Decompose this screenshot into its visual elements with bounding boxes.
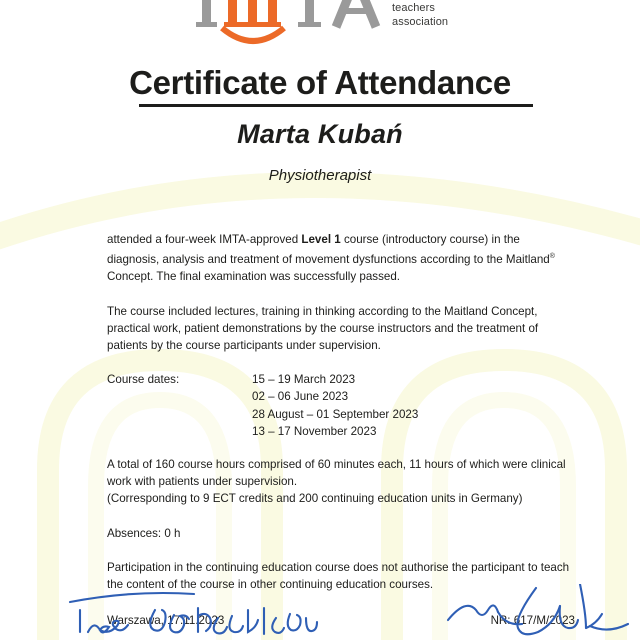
course-dates-label: Course dates: <box>107 373 180 387</box>
course-date-item: 28 August – 01 September 2023 <box>252 407 419 421</box>
course-dates-section <box>107 371 575 440</box>
course-level-label: Level 1 <box>301 233 341 246</box>
recipient-name: Marta Kubań <box>237 119 403 149</box>
logo-block <box>0 0 640 52</box>
logo-tagline-line2: association <box>392 15 449 28</box>
course-dates-list <box>252 371 575 440</box>
course-date-item: 02 – 06 June 2023 <box>252 390 349 404</box>
course-date-item: 15 – 19 March 2023 <box>252 373 356 387</box>
footer-row <box>107 612 575 629</box>
paragraph-course-content: The course included lectures, training in thinking according to the Maitland Concept, practical work, patient demonstrations by the course instructors and the treatment of patients by the course participants under supervision. <box>107 304 539 353</box>
title-underline <box>139 104 533 107</box>
paragraph-attendance-part2: course (introductory course) in the diagnosis, analysis and treatment of movement dysfunctions according to the Maitland <box>107 233 550 267</box>
paragraph-attendance <box>107 231 575 286</box>
logo-tagline-line1: teachers <box>392 2 435 14</box>
logo-tagline <box>392 2 448 29</box>
course-date-item: 13 – 17 November 2023 <box>252 424 377 438</box>
imta-logo-icon <box>196 0 396 52</box>
certificate-body <box>107 231 575 629</box>
absences-line: Absences: 0 h <box>107 526 181 540</box>
recipient-role: Physiotherapist <box>268 167 372 184</box>
paragraph-credits: (Corresponding to 9 ECT credits and 200 continuing education units in Germany) <box>107 492 523 506</box>
place-and-date: Warszawa, 17.11.2023 <box>107 614 225 628</box>
registered-trademark-icon: ® <box>549 253 555 261</box>
paragraph-attendance-part1: attended a four-week IMTA-approved <box>107 233 302 246</box>
paragraph-course-hours: A total of 160 course hours comprised of 60 minutes each, 11 hours of which were clinical work with patients under supervision. <box>107 458 566 489</box>
certificate-number: NR: 617/M/2023 <box>490 614 575 628</box>
paragraph-participation-notice: Participation in the continuing education course does not authorise the participant to teach the content of the course in other continuing education courses. <box>107 560 570 592</box>
paragraph-attendance-part3: Concept. The final examination was successfully passed. <box>107 270 401 284</box>
page-title: Certificate of Attendance <box>129 64 511 101</box>
